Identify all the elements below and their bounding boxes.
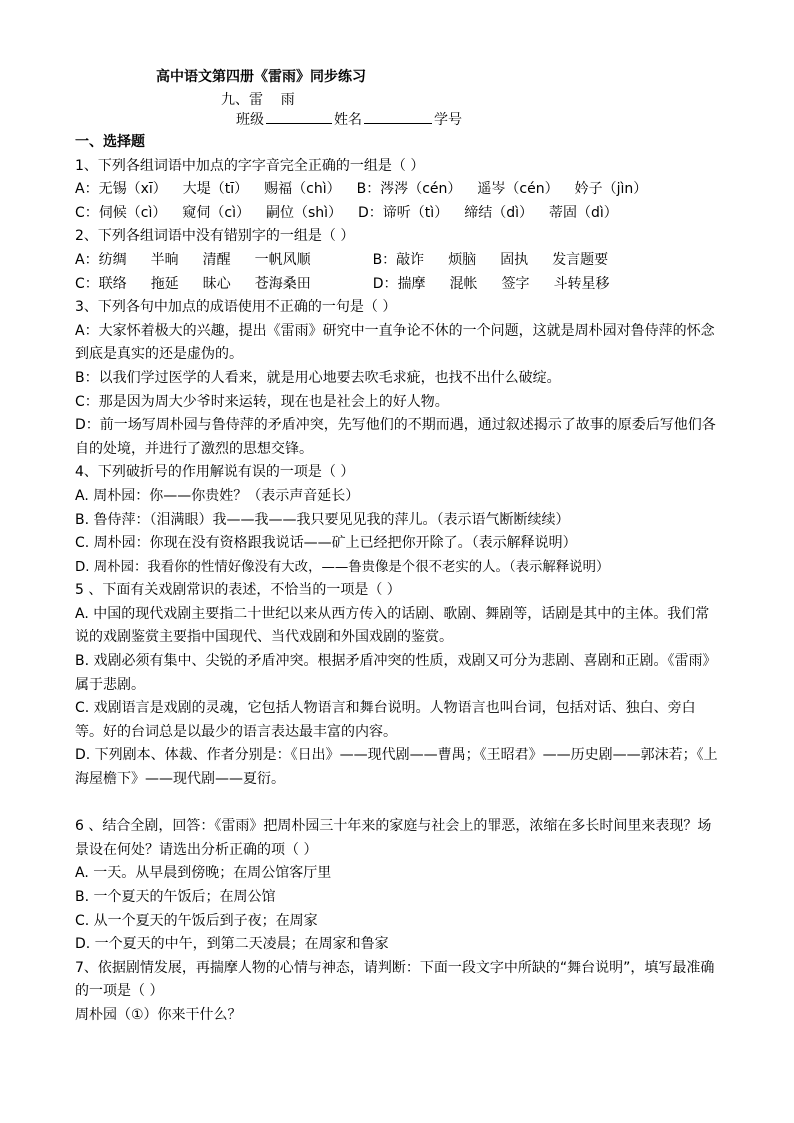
name-label: 姓名: [334, 112, 362, 128]
question-stem: 6 、结合全剧，回答：《雷雨》把周朴园三十年来的家庭与社会上的罪恶，浓缩在多长时间里来表现？场景设在何处？请选出分析正确的项（ ）: [75, 818, 712, 858]
script-line: 周朴园（①）你来干什么？: [75, 1006, 242, 1023]
option-item: A：大家怀着极大的兴趣，提出《雷雨》研究中一直争论不休的一个问题，这就是周朴园对鲁侍萍的怀念到底是真实的还是虚伪的。: [75, 322, 715, 363]
option-item: C. 戏剧语言是戏剧的灵魂，它包括人物语言和舞台说明。人物语言也叫台词，包括对话、独白、旁白等。好的台词总是以最少的语言表达最丰富的内容。: [75, 700, 696, 740]
option-item: 苍海桑田: [254, 275, 311, 292]
option-item: D. 周朴园：我看你的性情好像没有大改，——鲁贵像是个很不老实的人。（表示解释说明）: [75, 559, 610, 575]
student-info-fields: [236, 108, 462, 129]
option-item: 发言题要: [552, 251, 609, 268]
option-item: 烦脑: [448, 251, 477, 268]
name-blank: [364, 108, 432, 124]
option-item: 斗转星移: [553, 275, 610, 292]
option-item: 蒂固（dì）: [548, 204, 618, 221]
option-item: 签字: [501, 275, 530, 292]
option-row: [75, 202, 720, 226]
option-item: C：联络: [75, 275, 127, 292]
class-blank: [266, 108, 332, 124]
option-item: B. 鲁侍萍：（泪满眼）我——我——我只要见见我的萍儿。（表示语气断断续续）: [75, 511, 570, 528]
option-item: 窥伺（cì）: [182, 204, 250, 221]
option-item: 固执: [500, 251, 529, 268]
option-item: D：揣摩: [372, 275, 426, 292]
option-item: B. 戏剧必须有集中、尖锐的矛盾冲突。根据矛盾冲突的性质，戏剧又可分为悲剧、喜剧和正剧。《雷雨》属于悲剧。: [75, 653, 717, 693]
question-stem: 1、下列各组词语中加点的字字音完全正确的一组是（ ）: [75, 157, 425, 174]
option-item: 清醒: [202, 251, 231, 268]
option-item: B：以我们学过医学的人看来，就是用心地要去吹毛求疵，也找不出什么破绽。: [75, 369, 561, 386]
question-content: [75, 131, 720, 1028]
option-item: D：前一场写周朴园与鲁侍萍的矛盾冲突，先写他们的不期而遇，通过叙述揭示了故事的原委后写他们各自的处境，并进行了激烈的思想交锋。: [75, 417, 716, 457]
option-item: A. 一天。从早晨到傍晚；在周公馆客厅里: [75, 865, 332, 882]
option-item: 嗣位（shì）: [265, 204, 343, 221]
option-item: 遥岑（cén）: [477, 181, 559, 198]
option-item: A：无锡（xī）: [75, 181, 167, 198]
class-label: 班级: [236, 112, 264, 128]
option-item: 半晌: [150, 251, 179, 268]
option-item: A. 周朴园：你——你贵姓？（表示声音延长）: [75, 487, 360, 504]
option-item: D. 一个夏天的中午，到第二天凌晨；在周家和鲁家: [75, 936, 389, 953]
option-item: 拖延: [150, 275, 179, 292]
option-item: C. 从一个夏天的午饭后到子夜；在周家: [75, 912, 318, 929]
question-stem: 7、依据剧情发展，再揣摩人物的心情与神态，请判断：下面一段文字中所缺的“舞台说明”，填写最准确的一项是（ ）: [75, 959, 715, 1000]
option-item: C：伺候（cì）: [75, 204, 167, 221]
option-item: 一帆风顺: [254, 251, 311, 268]
option-item: 昧心: [202, 275, 231, 292]
option-item: 缔结（dì）: [464, 204, 533, 221]
option-item: C. 周朴园：你现在没有资格跟我说话——矿上已经把你开除了。（表示解释说明）: [75, 535, 577, 552]
blank-line: [75, 792, 720, 816]
option-item: 混帐: [449, 275, 478, 292]
question-stem: 5 、下面有关戏剧常识的表述，不恰当的一项是（ ）: [75, 582, 401, 599]
option-item: D：谛听（tì）: [358, 204, 449, 221]
lesson-subtitle: 九、雷 雨: [221, 92, 295, 108]
question-stem: 3、下列各句中加点的成语使用不正确的一句是（ ）: [75, 299, 397, 316]
option-item: C：那是因为周大少爷时来运转，现在也是社会上的好人物。: [75, 393, 449, 410]
option-item: A：纺绸: [75, 251, 127, 268]
section-title: 一、选择题: [75, 134, 145, 150]
worksheet-title: 高中语文第四册《雷雨》同步练习: [156, 69, 366, 85]
question-stem: 2、下列各组词语中没有错别字的一组是（ ）: [75, 228, 355, 245]
option-row: [75, 178, 720, 202]
option-item: D. 下列剧本、体裁、作者分别是：《日出》——现代剧——曹禺；《王昭君》——历史剧——郭沫若；《上海屋檐下》——现代剧——夏衍。: [75, 747, 718, 788]
option-item: B. 一个夏天的午饭后；在周公馆: [75, 889, 276, 905]
option-item: B：涔涔（cén）: [356, 181, 462, 198]
number-label: 学号: [434, 112, 462, 128]
option-row: [75, 273, 720, 297]
question-stem: 4、下列破折号的作用解说有误的一项是（ ）: [75, 464, 355, 481]
option-item: 妗子（jìn）: [574, 181, 648, 198]
option-item: A. 中国的现代戏剧主要指二十世纪以来从西方传入的话剧、歌剧、舞剧等，话剧是其中的主体。我们常说的戏剧鉴赏主要指中国现代、当代戏剧和外国戏剧的鉴赏。: [75, 605, 710, 646]
option-row: [75, 249, 720, 273]
option-item: 赐福（chì）: [264, 181, 341, 198]
option-item: B：敲诈: [372, 251, 425, 268]
option-item: 大堤（tī）: [182, 181, 249, 198]
